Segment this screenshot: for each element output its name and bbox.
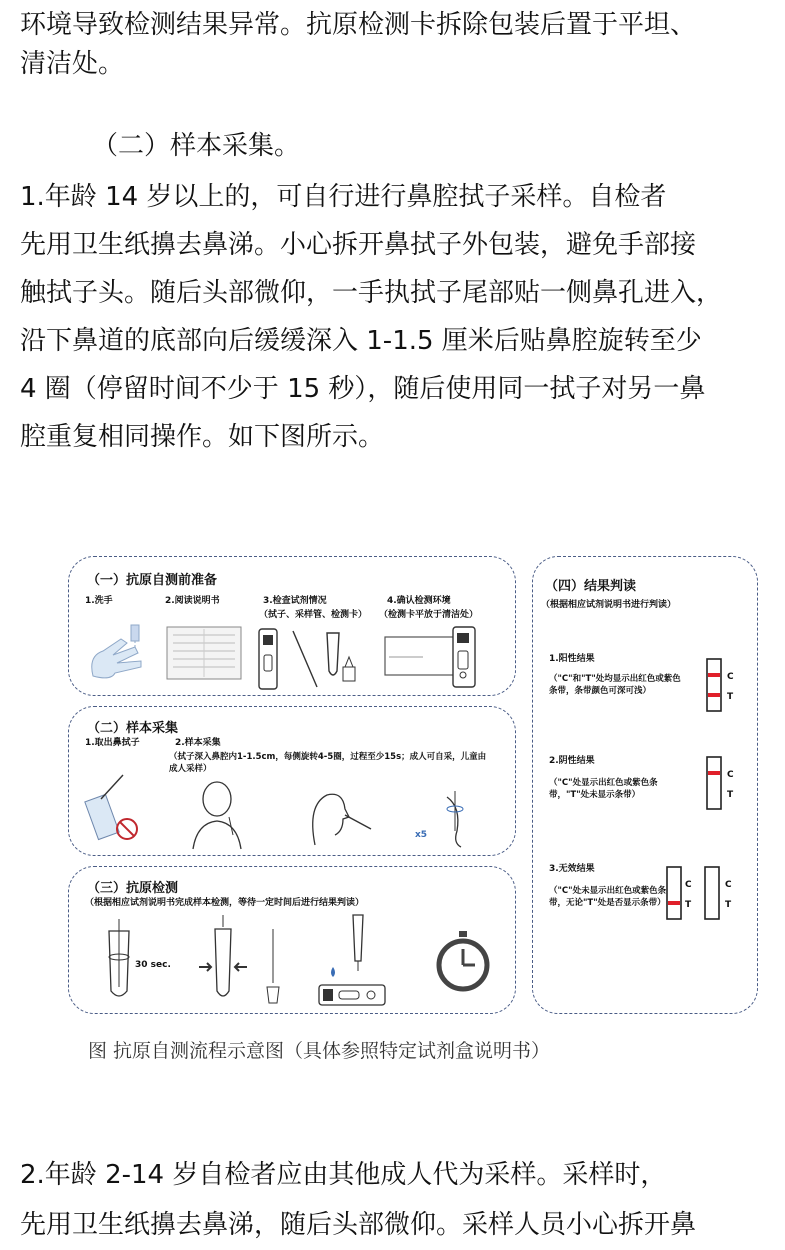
negative-c-label: C [727, 770, 734, 780]
person-icon [187, 777, 247, 849]
prep-step3: 3.检查试剂情况 [263, 596, 327, 606]
flow-figure [60, 548, 760, 1018]
test-box [68, 866, 516, 1014]
text-line: 环境导致检测结果异常。抗原检测卡拆除包装后置于平坦、 [20, 10, 697, 40]
prep-step4-sub: （检测卡平放于清洁处） [379, 610, 479, 620]
prep-step3-sub: （拭子、采样管、检测卡） [259, 610, 368, 620]
hand-wash-icon [83, 621, 153, 687]
paragraph-2 [20, 1150, 770, 1250]
sample-step1: 1.取出鼻拭子 [85, 738, 140, 748]
paragraph-1 [20, 173, 770, 461]
swab-pack-icon [83, 769, 153, 849]
text-line: 1.年龄 14 岁以上的，可自行进行鼻腔拭子采样。自检者 [20, 182, 667, 212]
figure-caption: 图 抗原自测流程示意图（具体参照特定试剂盒说明书） [88, 1040, 551, 1062]
manual-icon [165, 623, 245, 683]
sample-step2-desc: （拭子深入鼻腔内1-1.5cm，每侧旋转4-5圈，过程至少15s；成人可自采，儿童由成人采样） [169, 752, 487, 774]
prep-box [68, 556, 516, 696]
sample-box [68, 706, 516, 856]
text-line: 先用卫生纸擤去鼻涕，随后头部微仰。采样人员小心拆开鼻 [20, 1210, 697, 1240]
prep-title: （一）抗原自测前准备 [87, 573, 218, 588]
drop-sample-icon [305, 911, 395, 1011]
section-heading: （二）样本采集。 [92, 131, 301, 161]
invalid1-c-label: C [685, 880, 692, 890]
sample-step2: 2.样本采集 [175, 738, 221, 748]
invalid2-c-label: C [725, 880, 732, 890]
text-line: 腔重复相同操作。如下图所示。 [20, 422, 385, 452]
environment-icon [383, 623, 493, 689]
sample-title: （二）样本采集 [87, 721, 179, 736]
intro-paragraph [20, 6, 770, 84]
text-line: 先用卫生纸擤去鼻涕。小心拆开鼻拭子外包装，避免手部接 [20, 230, 697, 260]
invalid1-t-label: T [685, 900, 692, 910]
timer-label: 30 sec. [135, 960, 171, 970]
negative-desc: （"C"处显示出红色或紫色条带，"T"处未显示条带） [549, 778, 658, 800]
text-line: 4 圈（停留时间不少于 15 秒），随后使用同一拭子对另一鼻 [20, 374, 706, 404]
negative-t-label: T [727, 790, 734, 800]
test-desc: （根据相应试剂说明书完成样本检测，等待一定时间后进行结果判读） [85, 898, 365, 908]
result-title: （四）结果判读 [545, 579, 637, 594]
positive-t-label: T [727, 692, 734, 702]
positive-title: 1.阳性结果 [549, 654, 595, 664]
prep-step2: 2.阅读说明书 [165, 596, 220, 606]
invalid-strip-1 [665, 865, 685, 925]
invalid2-t-label: T [725, 900, 732, 910]
negative-title: 2.阴性结果 [549, 756, 595, 766]
squeeze-icon [193, 913, 253, 1009]
negative-strip [705, 755, 745, 815]
dropper-tube-icon [261, 927, 285, 1007]
invalid-title: 3.无效结果 [549, 864, 595, 874]
result-box [532, 556, 758, 1014]
prep-step1: 1.洗手 [85, 596, 113, 606]
positive-desc: （"C"和"T"处均显示出红色或紫色条带，条带颜色可深可浅） [549, 674, 681, 696]
invalid-desc: （"C"处未显示出红色或紫色条带，无论"T"处是否显示条带） [549, 886, 667, 908]
positive-strip [705, 657, 745, 717]
stopwatch-icon [433, 929, 493, 993]
text-line: 触拭子头。随后头部微仰，一手执拭子尾部贴一侧鼻孔进入， [20, 278, 723, 308]
nasal-swab-icon [295, 785, 375, 849]
nose-rotation-icon [431, 787, 481, 851]
tube-swab-icon [99, 917, 139, 1007]
prep-step4: 4.确认检测环境 [387, 596, 451, 606]
result-sub: （根据相应试剂说明书进行判读） [541, 600, 677, 610]
text-line: 2.年龄 2-14 岁自检者应由其他成人代为采样。采样时， [20, 1160, 667, 1190]
test-title: （三）抗原检测 [87, 881, 179, 896]
invalid-strip-2 [703, 865, 723, 925]
text-line: 沿下鼻道的底部向后缓缓深入 1-1.5 厘米后贴鼻腔旋转至少 [20, 326, 702, 356]
text-line: 清洁处。 [20, 49, 125, 79]
positive-c-label: C [727, 672, 734, 682]
test-kit-icon [255, 621, 365, 693]
rotate-count: x5 [415, 830, 428, 840]
